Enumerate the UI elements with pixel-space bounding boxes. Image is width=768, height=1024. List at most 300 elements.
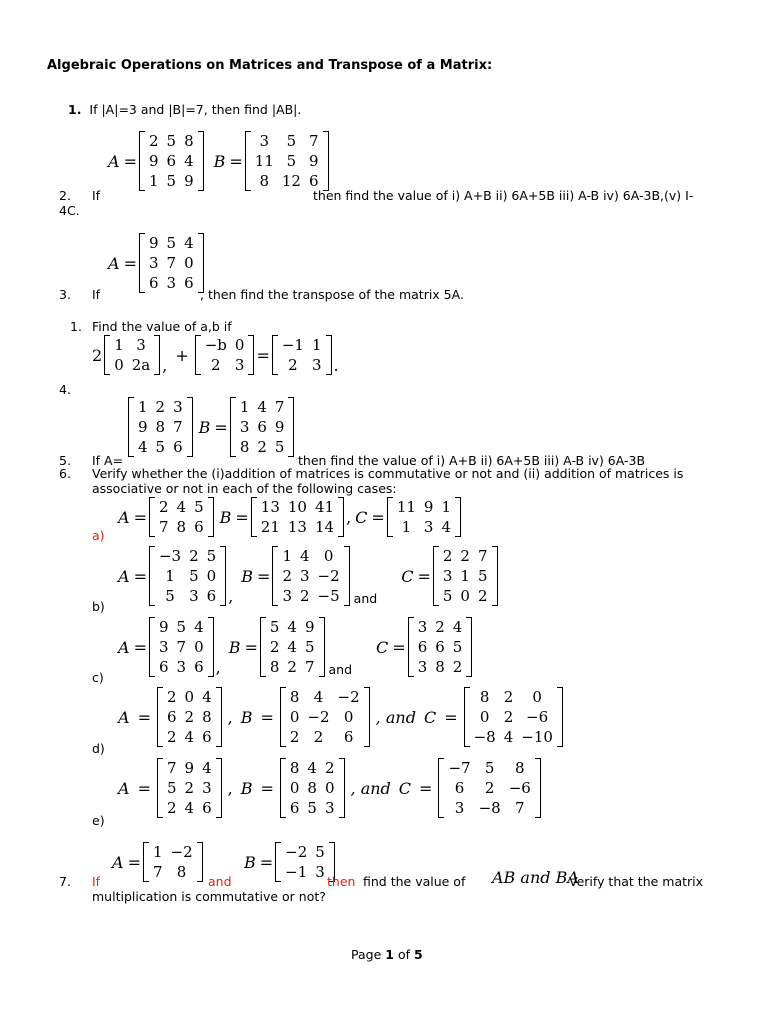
matrix-row [257, 517, 338, 537]
matrix-cell: 6 [435, 638, 445, 656]
matrix-cell: 6 [148, 274, 159, 292]
q3-matrix-a [139, 233, 204, 293]
matrix-bracket-right [198, 233, 204, 293]
q6-case-a: A = 2 4 5 7 8 6 B = 13 10 41 21 13 14 , C = 11 9 1 1 3 4 [116, 497, 461, 537]
q7-matrix-a-row: A = 1 −2 7 8 [110, 842, 203, 882]
matrix-bracket-right [492, 546, 498, 606]
matrix-cell: 5 [484, 759, 495, 777]
matrix-cell: 5 [176, 618, 187, 636]
matrix-row [439, 586, 492, 606]
matrix-cell: 2 [148, 132, 159, 150]
matrix-row [281, 842, 329, 862]
matrix-cell: 3 [239, 418, 250, 436]
matrix-bracket-right [455, 497, 461, 537]
matrix-row [266, 657, 319, 677]
matrix-row [251, 171, 323, 191]
case-d-matrix-a [157, 687, 222, 747]
matrix-cell: 3 [173, 398, 183, 416]
matrix-cell: 4 [300, 547, 310, 565]
q2-text: then find the value of i) A+B ii) 6A+5B iii) A-B iv) 6A-3B,(v) I- [313, 188, 694, 203]
matrix-cell: 4 [452, 618, 463, 636]
matrix-cell: 0 [184, 688, 195, 706]
matrix-cell: 7 [274, 398, 285, 416]
matrix-cell: 3 [234, 356, 245, 374]
matrix-cell: 9 [308, 152, 319, 170]
matrix-row [236, 417, 289, 437]
matrix-cell: 3 [148, 254, 159, 272]
matrix-grid [155, 497, 208, 537]
question-number: 1. [68, 102, 82, 117]
matrix-row [145, 171, 198, 191]
q7-matrix-b [275, 842, 335, 882]
matrix-row [145, 131, 198, 151]
q3-if: If [92, 287, 101, 302]
matrix-cell: 8 [479, 688, 490, 706]
matrix-cell: 9 [184, 172, 194, 190]
q6-case-b: A = −3 2 5 1 5 0 5 3 6 , B = 1 4 0 2 3 −2 3 2 −5 and C = 2 2 7 3 1 5 5 0 2 [116, 546, 498, 606]
case-d-label: d) [92, 741, 105, 756]
matrix-row [414, 657, 467, 677]
matrix-grid [145, 233, 198, 293]
matrix-cell: 21 [260, 518, 280, 536]
matrix-grid [251, 131, 323, 191]
matrix-cell: 6 [166, 152, 177, 170]
matrix-row [163, 778, 216, 798]
q6-case-d: A = 2 0 4 6 2 8 2 4 6 , B = 8 4 −2 0 −2 0 2 2 6 , and C = 8 2 0 0 2 −6 −8 4 −10 [116, 687, 563, 747]
matrix-bracket-right [248, 335, 254, 375]
matrix-cell: 13 [287, 518, 307, 536]
case-e-label: e) [92, 813, 105, 828]
matrix-row [393, 497, 455, 517]
matrix-cell: 6 [184, 274, 194, 292]
matrix-cell: 2 [289, 728, 300, 746]
matrix-cell: 0 [289, 779, 300, 797]
matrix-row [278, 586, 343, 606]
matrix-grid [286, 758, 339, 818]
q5-matrices: 1 2 3 9 8 7 4 5 6 B = 1 4 7 3 6 9 8 2 5 [128, 397, 294, 457]
matrix-cell: 3 [166, 274, 177, 292]
case-b-matrix-b [272, 546, 349, 606]
matrix-cell: 5 [165, 587, 175, 605]
matrix-row [439, 546, 492, 566]
matrix-cell: 0 [324, 779, 335, 797]
matrix-cell: 6 [166, 708, 177, 726]
matrix-cell: 2 [300, 587, 310, 605]
matrix-cell: 4 [176, 498, 187, 516]
matrix-cell: 8 [435, 658, 445, 676]
matrix-cell: 9 [148, 234, 159, 252]
matrix-cell: 2 [184, 708, 195, 726]
matrix-row [145, 151, 198, 171]
matrix-cell: −2 [285, 843, 308, 861]
matrix-grid [134, 397, 187, 457]
matrix-cell: 3 [315, 863, 325, 881]
footer-page-total: 5 [413, 947, 423, 962]
case-b-matrix-a [149, 546, 226, 606]
matrix-cell: 5 [286, 132, 297, 150]
matrix-cell: 1 [165, 567, 175, 585]
matrix-cell: 3 [417, 618, 428, 636]
matrix-row [286, 727, 364, 747]
matrix-cell: 0 [194, 638, 204, 656]
case-e-matrix-c [438, 758, 540, 818]
matrix-grid [278, 335, 326, 375]
matrix-cell: −b [204, 336, 227, 354]
matrix-row [278, 355, 326, 375]
matrix-cell: −2 [337, 688, 360, 706]
q7-and: and [208, 874, 232, 889]
matrix-row [155, 586, 220, 606]
matrix-cell: −5 [317, 587, 340, 605]
matrix-bracket-right [326, 335, 332, 375]
matrix-cell: 2 [189, 547, 199, 565]
matrix-row [236, 397, 289, 417]
matrix-row [201, 355, 249, 375]
question-1 [68, 102, 301, 117]
matrix-cell: −2 [307, 708, 330, 726]
matrix-cell: 4 [184, 799, 195, 817]
matrix-bracket-right [197, 842, 203, 882]
matrix-cell: 3 [454, 799, 465, 817]
matrix-grid [439, 546, 492, 606]
matrix-cell: 1 [152, 843, 163, 861]
matrix-row [145, 273, 198, 293]
q2-number: 2. [59, 188, 71, 203]
matrix-row [286, 798, 339, 818]
matrix-cell: 3 [158, 638, 169, 656]
matrix-bracket-right [466, 617, 472, 677]
matrix-cell: 6 [417, 638, 428, 656]
matrix-grid [257, 497, 338, 537]
matrix-row [236, 437, 289, 457]
matrix-cell: 2 [503, 688, 514, 706]
matrix-cell: 5 [166, 779, 177, 797]
matrix-grid [266, 617, 319, 677]
matrix-grid [145, 131, 198, 191]
matrix-row [470, 687, 557, 707]
matrix-cell: 5 [274, 438, 285, 456]
matrix-cell: 3 [259, 132, 270, 150]
matrix-cell: 2 [452, 658, 463, 676]
matrix-bracket-right [216, 687, 222, 747]
matrix-cell: 9 [423, 498, 434, 516]
q4-matrix-3 [272, 335, 332, 375]
matrix-row [110, 355, 154, 375]
case-e-matrix-a [157, 758, 222, 818]
matrix-cell: 8 [176, 518, 187, 536]
matrix-cell: 6 [194, 518, 204, 536]
matrix-cell: 6 [194, 658, 204, 676]
case-d-matrix-c [464, 687, 563, 747]
q3-text: , then find the transpose of the matrix 5A. [200, 287, 464, 302]
matrix-cell: 0 [532, 688, 542, 706]
matrix-cell: 2 [288, 356, 298, 374]
matrix-cell: 1 [239, 398, 250, 416]
q7-text: find the value of [363, 874, 466, 889]
matrix-cell: 0 [184, 254, 194, 272]
matrix-row [444, 798, 534, 818]
footer-of-word: of [397, 947, 410, 962]
matrix-bracket-right [364, 687, 370, 747]
matrix-cell: 3 [423, 518, 434, 536]
matrix-cell: −8 [473, 728, 496, 746]
case-d-matrix-b [280, 687, 370, 747]
matrix-bracket-right [319, 617, 325, 677]
matrix-row [251, 151, 323, 171]
matrix-cell: 2 [442, 547, 453, 565]
matrix-cell: 6 [202, 799, 212, 817]
matrix-cell: 3 [324, 799, 335, 817]
matrix-row [278, 546, 343, 566]
matrix-cell: 7 [166, 254, 177, 272]
page-footer [351, 947, 423, 962]
case-c-matrix-c [408, 617, 473, 677]
matrix-cell: 2 [435, 618, 445, 636]
matrix-cell: 9 [138, 418, 148, 436]
q7-matrix-a [143, 842, 203, 882]
matrix-cell: 3 [442, 567, 453, 585]
matrix-bracket-right [338, 497, 344, 537]
matrix-cell: 2 [184, 779, 195, 797]
matrix-bracket-right [216, 758, 222, 818]
q2-matrix-a [139, 131, 204, 191]
q4-matrix-2 [195, 335, 255, 375]
q5-text: then find the value of i) A+B ii) 6A+5B iii) A-B iv) 6A-3B [298, 453, 646, 468]
matrix-cell: 4 [287, 638, 297, 656]
matrix-cell: 7 [166, 759, 177, 777]
matrix-bracket-right [323, 131, 329, 191]
question-text: If |A|=3 and |B|=7, then find |AB|. [89, 102, 302, 117]
matrix-cell: 1 [401, 518, 412, 536]
matrix-row [110, 335, 154, 355]
matrix-cell: 1 [114, 336, 124, 354]
q2-text-cont: 4C. [59, 203, 80, 218]
matrix-cell: 8 [155, 418, 166, 436]
matrix-cell: 7 [308, 132, 319, 150]
matrix-bracket-right [208, 617, 214, 677]
matrix-cell: −1 [281, 336, 304, 354]
matrix-row [470, 707, 557, 727]
matrix-row [155, 566, 220, 586]
matrix-cell: 8 [269, 658, 280, 676]
case-a-matrix-b [251, 497, 344, 537]
matrix-cell: 5 [286, 152, 297, 170]
matrix-cell: 6 [257, 418, 267, 436]
matrix-cell: 10 [287, 498, 307, 516]
matrix-row [163, 707, 216, 727]
matrix-cell: 9 [274, 418, 285, 436]
matrix-grid [444, 758, 534, 818]
matrix-cell: 4 [307, 759, 317, 777]
matrix-cell: 3 [300, 567, 310, 585]
matrix-row [155, 657, 208, 677]
matrix-cell: 2 [324, 759, 335, 777]
matrix-cell: 6 [308, 172, 319, 190]
matrix-cell: −10 [521, 728, 553, 746]
matrix-bracket-right [339, 758, 345, 818]
matrix-cell: 0 [323, 547, 334, 565]
matrix-cell: 8 [239, 438, 250, 456]
q6-case-e: A = 7 9 4 5 2 3 2 4 6 , B = 8 4 2 0 8 0 6 5 3 , and C = −7 5 8 6 2 −6 3 −8 7 [116, 758, 541, 818]
matrix-cell: −7 [448, 759, 471, 777]
matrix-cell: 2 [158, 498, 169, 516]
matrix-row [134, 397, 187, 417]
matrix-cell: 5 [269, 618, 280, 636]
q6-case-c: A = 9 5 4 3 7 0 6 3 6 , B = 5 4 9 2 4 5 8 2 7 and C = 3 2 4 6 6 5 3 8 2 [116, 617, 472, 677]
q7-then: then [327, 874, 356, 889]
matrix-cell: 3 [311, 356, 322, 374]
matrix-cell: 12 [281, 172, 301, 190]
matrix-cell: 5 [194, 498, 204, 516]
matrix-row [444, 758, 534, 778]
matrix-cell: 2 [477, 587, 488, 605]
q5-number: 5. [59, 453, 71, 468]
matrix-cell: 5 [189, 567, 199, 585]
matrix-cell: 3 [136, 336, 146, 354]
matrix-cell: 3 [189, 587, 199, 605]
matrix-cell: 1 [441, 498, 451, 516]
matrix-cell: 2 [155, 398, 166, 416]
matrix-cell: 0 [479, 708, 490, 726]
matrix-cell: 4 [313, 688, 324, 706]
matrix-cell: −2 [170, 843, 193, 861]
q6-number: 6. [59, 466, 71, 481]
matrix-cell: 5 [452, 638, 463, 656]
matrix-cell: 9 [148, 152, 159, 170]
footer-page-number: 1 [385, 947, 394, 962]
matrix-row [134, 437, 187, 457]
matrix-cell: 2 [166, 799, 177, 817]
matrix-grid [236, 397, 289, 457]
matrix-cell: −3 [158, 547, 182, 565]
q3-matrix-row: A = 9 5 4 3 7 0 6 3 6 [106, 233, 204, 293]
matrix-row [266, 617, 319, 637]
matrix-cell: 3 [417, 658, 428, 676]
matrix-cell: 8 [259, 172, 270, 190]
matrix-cell: 7 [158, 518, 169, 536]
matrix-cell: −6 [526, 708, 549, 726]
matrix-grid [155, 546, 220, 606]
matrix-row [134, 417, 187, 437]
matrix-cell: 14 [314, 518, 335, 536]
matrix-cell: 9 [304, 618, 315, 636]
matrix-grid [201, 335, 249, 375]
matrix-cell: 11 [254, 152, 274, 170]
matrix-row [163, 687, 216, 707]
matrix-cell: 5 [206, 547, 217, 565]
matrix-cell: 0 [114, 356, 124, 374]
case-c-matrix-a [149, 617, 214, 677]
q7-text-b: Verify that the matrix [569, 874, 704, 889]
case-a-matrix-a [149, 497, 214, 537]
matrix-cell: 41 [314, 498, 335, 516]
matrix-cell: 5 [166, 132, 177, 150]
matrix-cell: 8 [184, 132, 194, 150]
matrix-row [163, 727, 216, 747]
matrix-cell: 4 [184, 234, 194, 252]
matrix-row [145, 253, 198, 273]
matrix-row [439, 566, 492, 586]
matrix-cell: 7 [477, 547, 488, 565]
matrix-cell: 6 [173, 438, 183, 456]
matrix-cell: 2 [282, 567, 292, 585]
matrix-cell: 2 [460, 547, 470, 565]
matrix-cell: 2 [484, 779, 495, 797]
matrix-cell: −6 [508, 779, 531, 797]
matrix-row [163, 798, 216, 818]
matrix-row [155, 637, 208, 657]
matrix-row [155, 497, 208, 517]
matrix-grid [470, 687, 557, 747]
matrix-cell: 5 [307, 799, 317, 817]
matrix-bracket-right [535, 758, 541, 818]
matrix-cell: 5 [477, 567, 488, 585]
q7-text-2: multiplication is commutative or not? [92, 889, 326, 904]
matrix-cell: 4 [503, 728, 514, 746]
matrix-bracket-right [344, 546, 350, 606]
q5-matrix-a [128, 397, 193, 457]
matrix-cell: 2 [269, 638, 280, 656]
matrix-row [281, 862, 329, 882]
matrix-bracket-right [288, 397, 294, 457]
matrix-cell: −8 [478, 799, 501, 817]
matrix-cell: 13 [260, 498, 280, 516]
matrix-row [155, 617, 208, 637]
matrix-cell: 0 [289, 708, 300, 726]
matrix-grid [281, 842, 329, 882]
matrix-grid [110, 335, 154, 375]
matrix-cell: 5 [304, 638, 315, 656]
matrix-grid [278, 546, 343, 606]
matrix-cell: 4 [184, 152, 194, 170]
matrix-cell: 7 [514, 799, 525, 817]
matrix-row [278, 566, 343, 586]
q7-matrix-b-row: B = −2 5 −1 3 [242, 842, 335, 882]
matrix-row [145, 233, 198, 253]
matrix-row [286, 758, 339, 778]
matrix-grid [163, 687, 216, 747]
matrix-cell: 2a [131, 356, 151, 374]
matrix-row [470, 727, 557, 747]
matrix-cell: 8 [307, 779, 317, 797]
q2-matrices: A = 2 5 8 9 6 4 1 5 9 B = 3 5 7 11 5 9 8 12 6 [106, 131, 329, 191]
matrix-cell: 1 [138, 398, 148, 416]
q7-ab-ba: AB and BA [492, 868, 579, 887]
matrix-bracket-right [220, 546, 226, 606]
matrix-cell: 6 [343, 728, 354, 746]
matrix-grid [393, 497, 455, 537]
matrix-row [266, 637, 319, 657]
matrix-cell: 4 [257, 398, 267, 416]
matrix-cell: 2 [166, 728, 177, 746]
matrix-cell: 2 [166, 688, 177, 706]
matrix-cell: 7 [176, 638, 187, 656]
q6-text-1: Verify whether the (i)addition of matrices is commutative or not and (ii) addition of matrices is [92, 466, 684, 481]
matrix-cell: 2 [503, 708, 514, 726]
matrix-cell: 5 [155, 438, 166, 456]
q4-matrix-1 [104, 335, 160, 375]
matrix-row [251, 131, 323, 151]
matrix-cell: −2 [317, 567, 340, 585]
matrix-cell: 9 [184, 759, 195, 777]
matrix-cell: 1 [311, 336, 322, 354]
q4-number: 4. [59, 382, 71, 397]
matrix-row [286, 778, 339, 798]
page-title: Algebraic Operations on Matrices and Transpose of a Matrix: [47, 58, 493, 73]
matrix-cell: 8 [202, 708, 212, 726]
matrix-cell: 0 [234, 336, 245, 354]
matrix-cell: 3 [176, 658, 187, 676]
